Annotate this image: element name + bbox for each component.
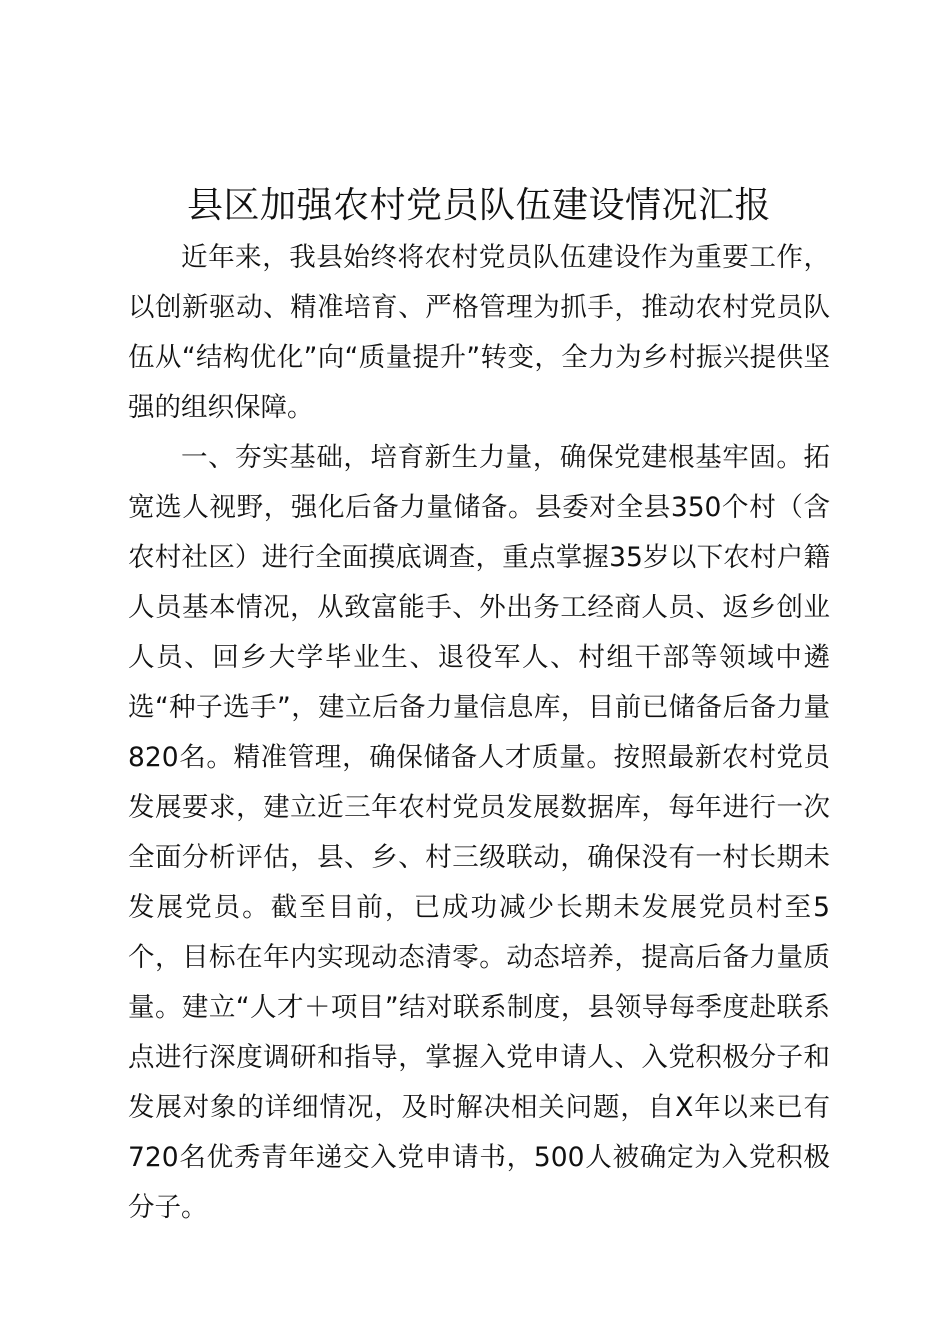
paragraph-intro: 近年来，我县始终将农村党员队伍建设作为重要工作，以创新驱动、精准培育、严格管理为抓手，推动农村党员队伍从“结构优化”向“质量提升”转变，全力为乡村振兴提供坚强的组织保障。 [128,242,830,423]
document-title: 县区加强农村党员队伍建设情况汇报 [186,185,771,226]
paragraph-section-one: 一、夯实基础，培育新生力量，确保党建根基牢固。拓宽选人视野，强化后备力量储备。县委对全县350个村（含农村社区）进行全面摸底调查，重点掌握35岁以下农村户籍人员基本情况，从致富能手、外出务工经商人员、返乡创业人员、回乡大学毕业生、退役军人、村组干部等领域中遴选“种子选手”，建立后备力量信息库，目前已储备后备力量820名。精准管理，确保储备人才质量。按照最新农村党员发展要求，建立近三年农村党员发展数据库，每年进行一次全面分析评估，县、乡、村三级联动，确保没有一村长期未发展党员。截至目前，已成功减少长期未发展党员村至5个，目标在年内实现动态清零。动态培养，提高后备力量质量。建立“人才＋项目”结对联系制度，县领导每季度赴联系点进行深度调研和指导，掌握入党申请人、入党积极分子和发展对象的详细情况，及时解决相关问题，自X年以来已有720名优秀青年递交入党申请书，500人被确定为入党积极分子。 [128,442,830,1223]
